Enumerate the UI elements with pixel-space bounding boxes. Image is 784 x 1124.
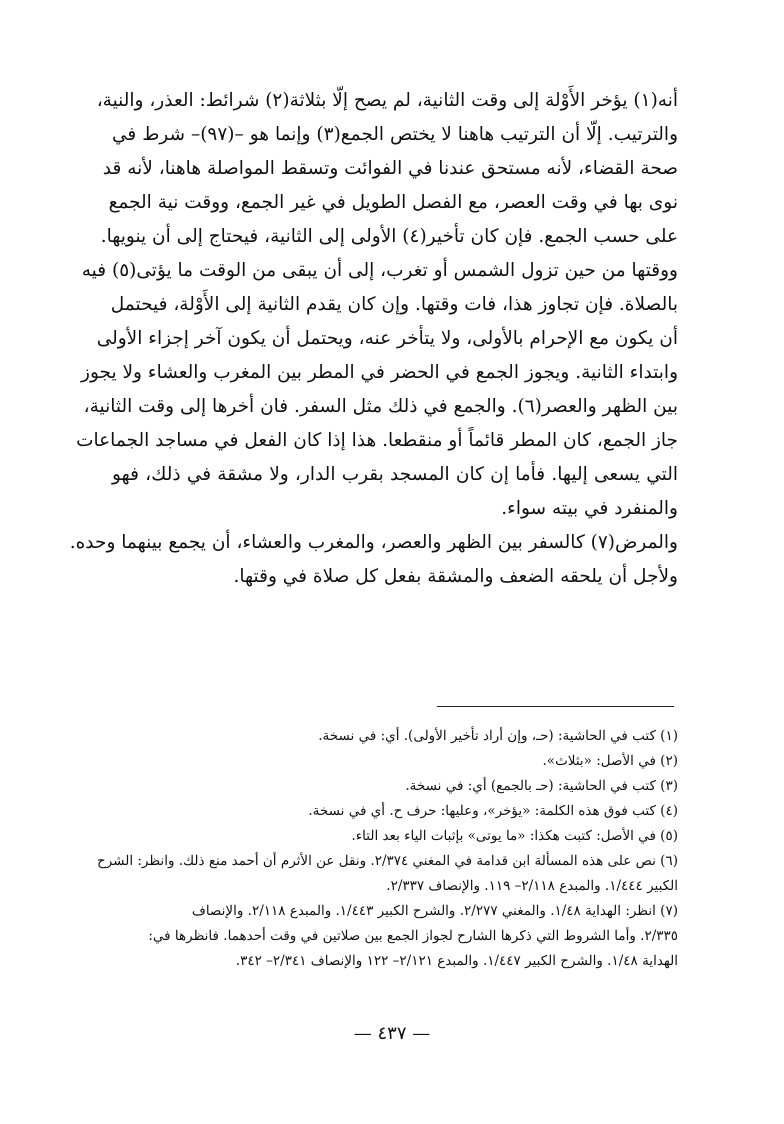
text-line: بالصلاة. فإن تجاوز هذا، فات وقتها. وإن كان يقدم الثانية إلى الأَوْلة، فيحتمل xyxy=(110,294,678,315)
footnotes xyxy=(97,724,678,974)
text-line: وابتداء الثانية. ويجوز الجمع في الحضر في المطر بين المغرب والعشاء ولا يجوز xyxy=(81,362,678,383)
text-line: ولأجل أن يلحقه الضعف والمشقة بفعل كل صلاة في وقتها. xyxy=(233,566,678,587)
page-number: — ٤٣٧ — xyxy=(353,1023,431,1044)
footnote-line: (٣) كتب في الحاشية: (حـ بالجمع) أي: في نسخة. xyxy=(405,778,678,794)
footnote-line: (٦) نص على هذه المسألة ابن قدامة في المغني ٢/٣٧٤. ونقل عن الأثرم أن أحمد منع ذلك. وانظر: الشرح xyxy=(97,853,678,869)
text-line: التي يسعى إليها. فأما إن كان المسجد بقرب الدار، ولا مشقة في ذلك، فهو xyxy=(112,464,678,485)
footnote-line: (٧) انظر: الهداية ١/٤٨. والمغني ٢/٢٧٧. والشرح الكبير ١/٤٤٣. والمبدع ٢/١١٨. والإنصاف xyxy=(191,903,678,919)
text-line: نوى بها في وقت العصر، مع الفصل الطويل في غير الجمع، ووقت نية الجمع xyxy=(108,192,678,213)
text-line: والترتيب. إلّا أن الترتيب هاهنا لا يختص الجمع(٣) وإنما هو –(٩٧)– شرط في xyxy=(112,124,679,145)
text-line: والمرض(٧) كالسفر بين الظهر والعصر، والمغرب والعشاء، أن يجمع بينهما وحده. xyxy=(69,532,678,553)
footnote-separator xyxy=(437,706,674,707)
footnote-line: (٥) في الأصل: كتبت هكذا: «ما يوتى» بإثبات الياء بعد التاء. xyxy=(351,828,678,844)
text-line: بين الظهر والعصر(٦). والجمع في ذلك مثل السفر. فان أخرها إلى وقت الثانية، xyxy=(83,396,678,417)
text-line: أن يكون مع الإحرام بالأولى، ولا يتأخر عنه، ويحتمل أن يكون آخر إجزاء الأولى xyxy=(96,328,678,349)
footnote-line: الكبير ١/٤٤٤. والمبدع ٢/١١٨– ١١٩. والإنصاف ٢/٣٣٧. xyxy=(386,878,678,894)
text-line: على حسب الجمع. فإن كان تأخير(٤) الأولى إلى الثانية، فيحتاج إلى أن ينويها. xyxy=(100,226,678,247)
text-line: والمنفرد في بيته سواء. xyxy=(501,498,678,519)
text-line: جاز الجمع، كان المطر قائماً أو منقطعا. هذا إذا كان الفعل في مساجد الجماعات xyxy=(76,430,678,451)
main-text xyxy=(69,84,679,594)
text-line: صحة القضاء، لأنه مستحق عندنا في الفوائت وتسقط المواصلة هاهنا، لأنه قد xyxy=(102,158,678,179)
footnote-line: (٤) كتب فوق هذه الكلمة: «يؤخر»، وعليها: حرف ح. أي في نسخة. xyxy=(308,803,678,819)
footnote-line: ٢/٣٣٥. وأما الشروط التي ذكرها الشارح لجواز الجمع بين صلاتين في وقت أحدهما. فانظرها في: xyxy=(148,928,678,944)
footnote-line: (٢) في الأصل: «بثلاث». xyxy=(542,753,678,769)
footnote-line: الهداية ١/٤٨. والشرح الكبير ١/٤٤٧. والمبدع ٢/١٢١– ١٢٢ والإنصاف ٢/٣٤١– ٣٤٢. xyxy=(235,953,678,969)
text-line: ووقتها من حين تزول الشمس أو تغرب، إلى أن يبقى من الوقت ما يؤتى(٥) فيه xyxy=(81,260,678,281)
text-line: أنه(١) يؤخر الأَوْلة إلى وقت الثانية، لم يصح إلّا بثلاثة(٢) شرائط: العذر، والنية، xyxy=(96,90,678,111)
footnote-line: (١) كتب في الحاشية: (حـ، وإن أراد تأخير الأولى). أي: في نسخة. xyxy=(318,728,678,744)
